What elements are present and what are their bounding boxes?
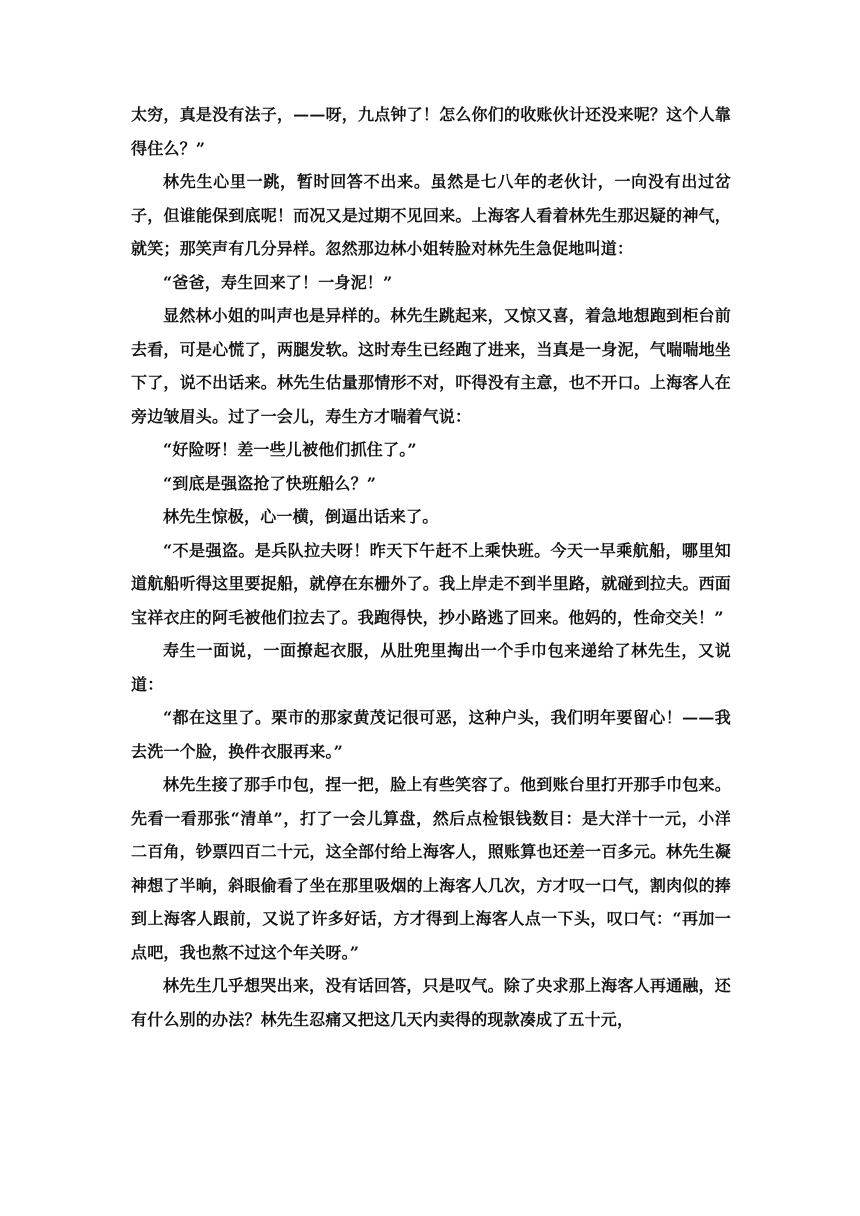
paragraph: “爸爸，寿生回来了！一身泥！” [163, 272, 393, 292]
paragraph: 林先生惊极，心一横，倒逼出话来了。 [163, 507, 439, 526]
paragraph: “都在这里了。栗市的那家黄茂记很可恶，这种户头，我们明年要留心！——我去洗一个脸，换件衣服再来。” [131, 708, 731, 761]
paragraph: 显然林小姐的叫声也是异样的。林先生跳起来，又惊又喜，着急地想跑到柜台前去看，可是心慌了，两腿发软。这时寿生已经跑了进来，当真是一身泥，气喘喘地坐下了，说不出话来。林先生估量那情形不对，吓得没有主意，也不开口。上海客人在旁边皱眉头。过了一会儿，寿生方才喘着气说： [131, 306, 731, 426]
paragraph: 太穷，真是没有法子，——呀，九点钟了！怎么你们的收账伙计还没来呢？这个人靠得住么？” [131, 105, 731, 158]
body-text [131, 98, 731, 1036]
paragraph: 寿生一面说，一面撩起衣服，从肚兜里掏出一个手巾包来递给了林先生，又说道： [131, 641, 731, 694]
paragraph: “不是强盗。是兵队拉夫呀！昨天下午赶不上乘快班。今天一早乘航船，哪里知道航船听得这里要捉船，就停在东栅外了。我上岸走不到半里路，就碰到拉夫。西面宝祥衣庄的阿毛被他们拉去了。我跑得快，抄小路逃了回来。他妈的，性命交关！” [131, 540, 731, 627]
paragraph: “到底是强盗抢了快班船么？” [163, 473, 377, 493]
paragraph: 林先生接了那手巾包，捏一把，脸上有些笑容了。他到账台里打开那手巾包来。先看一看那张“清单”，打了一会儿算盘，然后点检银钱数目：是大洋十一元，小洋二百角，钞票四百二十元，这全部付给上海客人，照账算也还差一百多元。林先生凝神想了半晌，斜眼偷看了坐在那里吸烟的上海客人几次，方才叹一口气，割肉似的捧到上海客人跟前，又说了许多好话，方才得到上海客人点一下头，叹口气：“再加一点吧，我也熬不过这个年关呀。” [131, 775, 731, 962]
paragraph: “好险呀！差一些儿被他们抓住了。” [163, 440, 417, 459]
paragraph: 林先生几乎想哭出来，没有话回答，只是叹气。除了央求那上海客人再通融，还有什么别的办法？林先生忍痛又把这几天内卖得的现款凑成了五十元， [131, 976, 731, 1029]
paragraph: 林先生心里一跳，暂时回答不出来。虽然是七八年的老伙计，一向没有出过岔子，但谁能保到底呢！而况又是过期不见回来。上海客人看着林先生那迟疑的神气，就笑；那笑声有几分异样。忽然那边林小姐转脸对林先生急促地叫道： [131, 172, 731, 258]
